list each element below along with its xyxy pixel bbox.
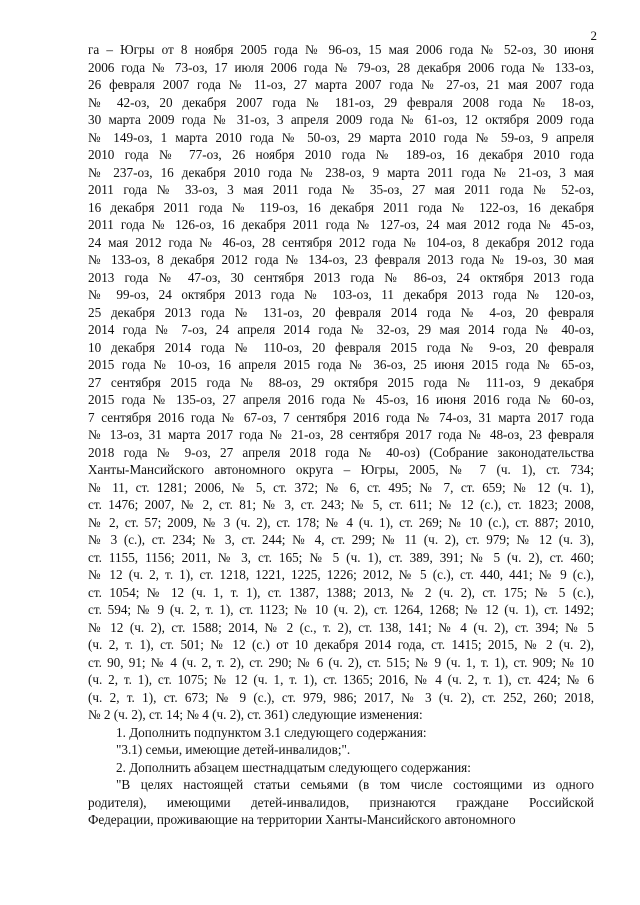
text-line: 2006 года № 73-оз, 17 июля 2006 года № 79-оз, 28 декабря 2006 года № 133-оз,	[88, 59, 594, 75]
text-line: № 2, ст. 57; 2009, № 3 (ч. 2), ст. 178; № 4 (ч. 1), ст. 269; № 10 (с.), ст. 887; 2010,	[88, 514, 594, 530]
text-line: ст. 90, 91; № 4 (ч. 2, т. 2), ст. 290; № 6 (ч. 2), ст. 515; № 9 (ч. 1, т. 1), ст. 909; № 10	[88, 654, 594, 670]
text-line: 2. Дополнить абзацем шестнадцатым следующего содержания:	[116, 759, 471, 775]
text-line: 2015 года № 135-оз, 27 апреля 2016 года № 45-оз, 16 июня 2016 года № 60-оз,	[88, 392, 594, 407]
text-line: 2010 года № 77-оз, 26 ноября 2010 года № 189-оз, 16 декабря 2010 года	[88, 147, 594, 162]
text-line: № 2 (ч. 2), ст. 14; № 4 (ч. 2), ст. 361) следующие изменения:	[88, 707, 423, 722]
text-line: "В целях настоящей статьи семьями (в том числе состоящими из одного	[116, 777, 594, 792]
text-line: ст. 594; № 9 (ч. 2, т. 1), ст. 1123; № 10 (ч. 2), ст. 1264, 1268; № 12 (ч. 1), ст. 1492;	[88, 602, 594, 617]
text-line: (ч. 2, т. 1), ст. 1075; № 12 (ч. 1, т. 1), ст. 1365; 2016, № 4 (ч. 2, т. 1), ст. 424; № 6	[88, 672, 594, 687]
text-line: № 99-оз, 24 октября 2013 года № 103-оз, 11 декабря 2013 года № 120-оз,	[88, 287, 594, 302]
page-number: 2	[590, 28, 597, 43]
text-line: "3.1) семьи, имеющие детей-инвалидов;".	[116, 742, 351, 757]
text-line: 10 декабря 2014 года № 110-оз, 20 февраля 2015 года № 9-оз, 20 февраля	[88, 339, 594, 355]
text-line: га – Югры от 8 ноября 2005 года № 96-оз, 15 мая 2006 года № 52-оз, 30 июня	[88, 42, 594, 57]
text-line: 26 февраля 2007 года № 11-оз, 27 марта 2007 года № 27-оз, 21 мая 2007 года	[88, 77, 594, 92]
text-line: № 149-оз, 1 марта 2010 года № 50-оз, 29 марта 2010 года № 59-оз, 9 апреля	[88, 129, 594, 145]
text-line: 16 декабря 2011 года № 119-оз, 16 декабря 2011 года № 122-оз, 16 декабря	[88, 199, 594, 215]
text-line: 7 сентября 2016 года № 67-оз, 7 сентября 2016 года № 74-оз, 31 марта 2017 года	[88, 409, 594, 425]
text-line: № 13-оз, 31 марта 2017 года № 21-оз, 28 сентября 2017 года № 48-оз, 23 февраля	[88, 427, 594, 442]
text-line: № 42-оз, 20 декабря 2007 года № 181-оз, 29 февраля 2008 года № 18-оз,	[88, 94, 594, 110]
text-line: 2013 года № 47-оз, 30 сентября 2013 года № 86-оз, 24 октября 2013 года	[88, 269, 594, 285]
text-line: Федерации, проживающие на территории Ханты-Мансийского автономного	[88, 812, 516, 827]
text-line: 2011 года № 33-оз, 3 мая 2011 года № 35-оз, 27 мая 2011 года № 52-оз,	[88, 182, 594, 197]
text-line: ст. 1155, 1156; 2011, № 3, ст. 165; № 5 (ч. 1), ст. 389, 391; № 5 (ч. 2), ст. 460;	[88, 549, 594, 565]
text-line: (ч. 2, т. 1), ст. 673; № 9 (с.), ст. 979, 986; 2017, № 3 (ч. 2), ст. 252, 260; 2018,	[88, 689, 594, 705]
text-line: ст. 1054; № 12 (ч. 1, т. 1), ст. 1387, 1388; 2013, № 2 (ч. 2), ст. 175; № 5 (с.),	[88, 584, 594, 600]
text-line: 30 марта 2009 года № 31-оз, 3 апреля 2009 года № 61-оз, 12 октября 2009 года	[88, 112, 594, 127]
text-line: 2014 года № 7-оз, 24 апреля 2014 года № 32-оз, 29 мая 2014 года № 40-оз,	[88, 322, 594, 337]
text-line: родителя), имеющими детей-инвалидов, признаются граждане Российской	[88, 794, 594, 810]
text-line: 1. Дополнить подпунктом 3.1 следующего содержания:	[116, 724, 427, 740]
text-line: № 133-оз, 8 декабря 2012 года № 134-оз, 23 февраля 2013 года № 19-оз, 30 мая	[88, 252, 594, 267]
text-line: № 11, ст. 1281; 2006, № 5, ст. 372; № 6, ст. 495; № 7, ст. 659; № 12 (ч. 1),	[88, 479, 594, 495]
text-line: 27 сентября 2015 года № 88-оз, 29 октября 2015 года № 111-оз, 9 декабря	[88, 374, 594, 390]
text-line: 2015 года № 10-оз, 16 апреля 2015 года № 36-оз, 25 июня 2015 года № 65-оз,	[88, 357, 594, 372]
text-line: ст. 1476; 2007, № 2, ст. 81; № 3, ст. 243; № 5, ст. 611; № 12 (с.), ст. 1823; 2008,	[88, 497, 594, 512]
text-line: 2011 года № 126-оз, 16 декабря 2011 года № 127-оз, 24 мая 2012 года № 45-оз,	[88, 217, 594, 232]
text-line: 24 мая 2012 года № 46-оз, 28 сентября 2012 года № 104-оз, 8 декабря 2012 года	[88, 234, 594, 250]
text-line: № 12 (ч. 2, т. 1), ст. 1218, 1221, 1225, 1226; 2012, № 5 (с.), ст. 440, 441; № 9 (с.),	[88, 567, 594, 582]
text-line: 2018 года № 9-оз, 27 апреля 2018 года № 40-оз) (Собрание законодательства	[88, 444, 594, 460]
text-line: № 3 (с.), ст. 234; № 3, ст. 244; № 4, ст. 299; № 11 (ч. 2), ст. 979; № 12 (ч. 3),	[88, 532, 594, 547]
text-line: 25 декабря 2013 года № 131-оз, 20 февраля 2014 года № 4-оз, 20 февраля	[88, 304, 594, 320]
text-line: № 237-оз, 16 декабря 2010 года № 238-оз, 9 марта 2011 года № 21-оз, 3 мая	[88, 164, 594, 180]
text-line: № 12 (ч. 2), ст. 1588; 2014, № 2 (с., т. 2), ст. 138, 141; № 4 (ч. 2), ст. 394; № 5	[88, 619, 594, 635]
text-line: Ханты-Мансийского автономного округа – Югры, 2005, № 7 (ч. 1), ст. 734;	[88, 462, 594, 477]
text-line: (ч. 2, т. 1), ст. 501; № 12 (с.) от 10 декабря 2014 года, ст. 1415; 2015, № 2 (ч. 2),	[88, 637, 594, 652]
document-body	[88, 41, 594, 829]
